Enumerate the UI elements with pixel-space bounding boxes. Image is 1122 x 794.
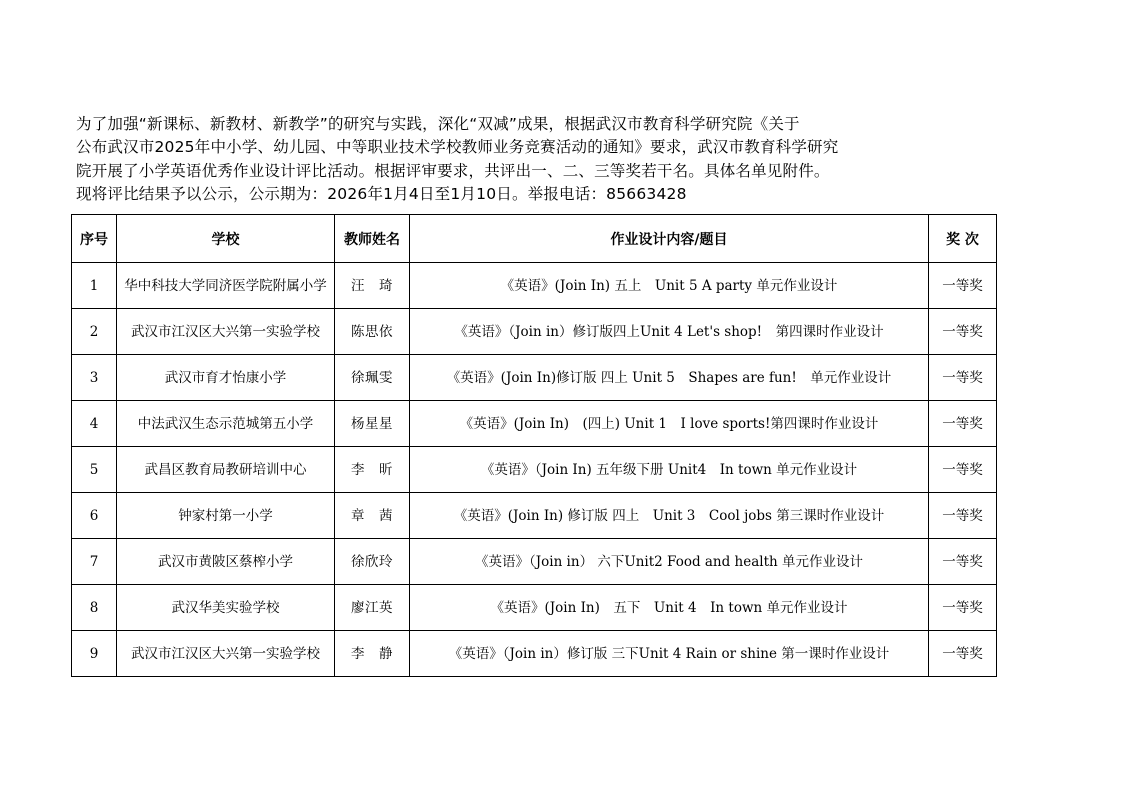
table-row	[72, 447, 997, 493]
table-row	[72, 401, 997, 447]
cell-serial-number: 8	[72, 585, 117, 631]
cell-assignment-design: 《英语》(Join In) (四上) Unit 1 I love sports!第四课时作业设计	[410, 401, 929, 447]
announcement-line: 现将评比结果予以公示，公示期为：2026年1月4日至1月10日。举报电话：85663428	[76, 185, 687, 204]
cell-school: 武汉市江汉区大兴第一实验学校	[117, 631, 335, 677]
table-row	[72, 263, 997, 309]
cell-assignment-design: 《英语》(Join In) 五上 Unit 5 A party 单元作业设计	[410, 263, 929, 309]
cell-assignment-design: 《英语》（Join In) 五年级下册 Unit4 In town 单元作业设计	[410, 447, 929, 493]
cell-teacher: 章 茜	[335, 493, 410, 539]
cell-serial-number: 9	[72, 631, 117, 677]
cell-teacher: 汪 琦	[335, 263, 410, 309]
header-school: 学校	[117, 215, 335, 263]
cell-school: 钟家村第一小学	[117, 493, 335, 539]
cell-school: 武汉华美实验学校	[117, 585, 335, 631]
announcement-line: 公布武汉市2025年中小学、幼儿园、中等职业技术学校教师业务竞赛活动的通知》要求，武汉市教育科学研究	[76, 138, 839, 157]
cell-serial-number: 6	[72, 493, 117, 539]
cell-school: 中法武汉生态示范城第五小学	[117, 401, 335, 447]
cell-award: 一等奖	[929, 355, 997, 401]
cell-award: 一等奖	[929, 309, 997, 355]
cell-serial-number: 5	[72, 447, 117, 493]
cell-assignment-design: 《英语》（Join in）修订版 三下Unit 4 Rain or shine 第一课时作业设计	[410, 631, 929, 677]
cell-award: 一等奖	[929, 585, 997, 631]
cell-serial-number: 2	[72, 309, 117, 355]
table-header-row	[72, 215, 997, 263]
announcement-line: 为了加强“新课标、新教材、新教学”的研究与实践，深化“双减”成果，根据武汉市教育科学研究院《关于	[76, 115, 800, 133]
cell-school: 华中科技大学同济医学院附属小学	[117, 263, 335, 309]
table-row	[72, 309, 997, 355]
announcement-text	[76, 113, 996, 207]
cell-assignment-design: 《英语》（Join in）修订版四上Unit 4 Let's shop! 第四课时作业设计	[410, 309, 929, 355]
header-teacher-name: 教师姓名	[335, 215, 410, 263]
cell-assignment-design: 《英语》(Join In)修订版 四上 Unit 5 Shapes are fun! 单元作业设计	[410, 355, 929, 401]
cell-teacher: 李 静	[335, 631, 410, 677]
cell-award: 一等奖	[929, 401, 997, 447]
table-row	[72, 355, 997, 401]
header-award: 奖 次	[929, 215, 997, 263]
cell-serial-number: 4	[72, 401, 117, 447]
cell-school: 武汉市育才怡康小学	[117, 355, 335, 401]
cell-teacher: 徐珮雯	[335, 355, 410, 401]
cell-award: 一等奖	[929, 263, 997, 309]
table-row	[72, 585, 997, 631]
cell-teacher: 徐欣玲	[335, 539, 410, 585]
cell-serial-number: 7	[72, 539, 117, 585]
cell-assignment-design: 《英语》（Join in） 六下Unit2 Food and health 单元作业设计	[410, 539, 929, 585]
cell-teacher: 李 昕	[335, 447, 410, 493]
table-row	[72, 493, 997, 539]
cell-assignment-design: 《英语》(Join In) 五下 Unit 4 In town 单元作业设计	[410, 585, 929, 631]
cell-teacher: 陈思依	[335, 309, 410, 355]
cell-teacher: 杨星星	[335, 401, 410, 447]
cell-assignment-design: 《英语》(Join In) 修订版 四上 Unit 3 Cool jobs 第三课时作业设计	[410, 493, 929, 539]
cell-serial-number: 1	[72, 263, 117, 309]
header-serial-number: 序号	[72, 215, 117, 263]
table-row	[72, 631, 997, 677]
cell-award: 一等奖	[929, 631, 997, 677]
announcement-line: 院开展了小学英语优秀作业设计评比活动。根据评审要求，共评出一、二、三等奖若干名。具体名单见附件。	[76, 161, 830, 180]
cell-award: 一等奖	[929, 447, 997, 493]
cell-teacher: 廖江英	[335, 585, 410, 631]
header-assignment-design: 作业设计内容/题目	[410, 215, 929, 263]
cell-school: 武汉市江汉区大兴第一实验学校	[117, 309, 335, 355]
award-results-table	[71, 214, 997, 677]
cell-serial-number: 3	[72, 355, 117, 401]
cell-award: 一等奖	[929, 493, 997, 539]
cell-school: 武汉市黄陂区蔡榨小学	[117, 539, 335, 585]
table-row	[72, 539, 997, 585]
cell-school: 武昌区教育局教研培训中心	[117, 447, 335, 493]
cell-award: 一等奖	[929, 539, 997, 585]
